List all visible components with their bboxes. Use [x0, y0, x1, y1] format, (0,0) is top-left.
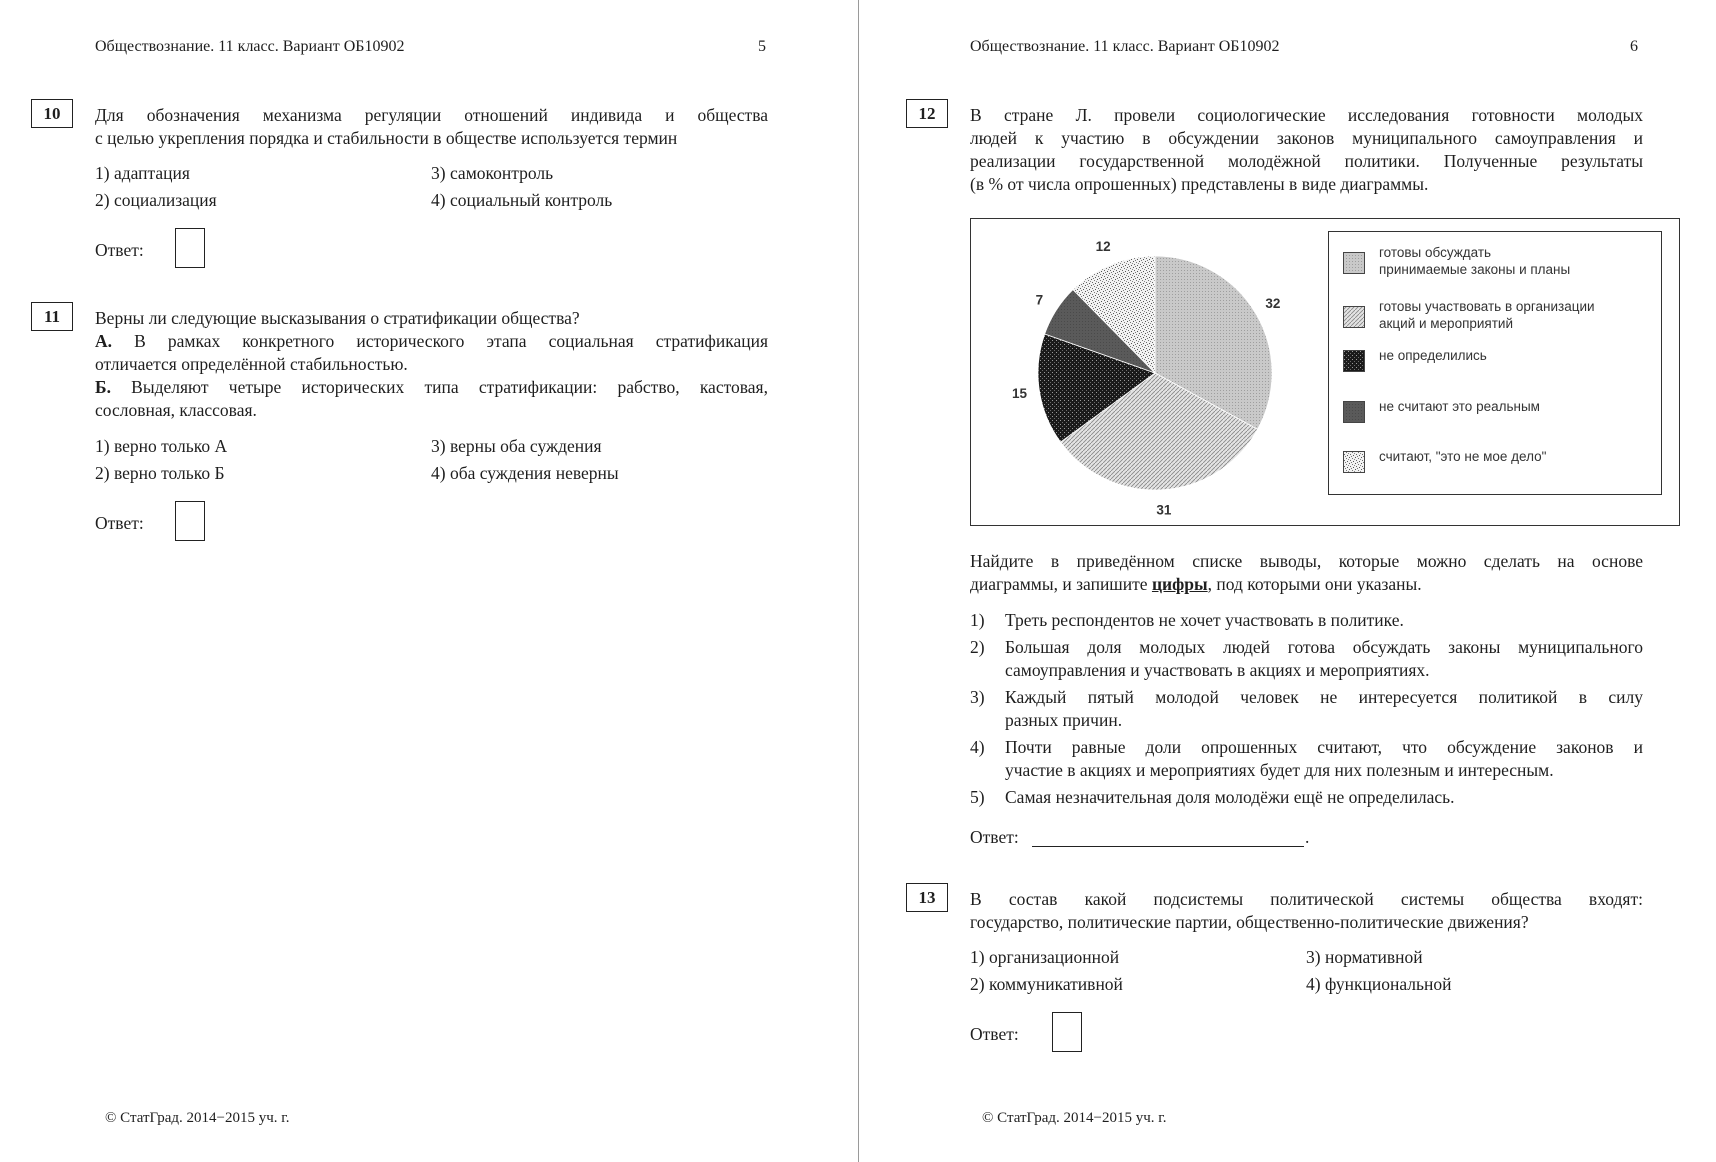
question-12-intro-line1: В стране Л. провели социологические исследования готовности молодых [970, 105, 1643, 125]
pie-slice-value-label: 31 [1156, 502, 1172, 518]
legend-swatch-light-gray [1343, 252, 1365, 274]
question-12-answer-label: Ответ: [970, 827, 1019, 847]
legend-label-line1: готовы обсуждать [1379, 245, 1492, 260]
statement-b-label: Б. [95, 377, 111, 397]
question-13-text-line1: В состав какой подсистемы политической системы общества входят: [970, 889, 1643, 909]
question-12-item-3-number: 3) [970, 687, 985, 707]
question-12-item-1-number: 1) [970, 610, 985, 630]
question-11-option-3[interactable]: 3) верны оба суждения [431, 436, 602, 456]
question-12-intro-line2: людей к участию в обсуждении законов муниципального самоуправления и [970, 128, 1643, 148]
question-12-item-1-text: Треть респондентов не хочет участвовать в политике. [1005, 610, 1404, 630]
question-11-text: Верны ли следующие высказывания о стратификации общества? [95, 308, 580, 328]
question-11-option-4[interactable]: 4) оба суждения неверны [431, 463, 619, 483]
pie-slice-value-label: 15 [1011, 385, 1028, 401]
right-page-number: 6 [1630, 38, 1638, 55]
question-10-option-3[interactable]: 3) самоконтроль [431, 163, 554, 183]
question-13-option-4[interactable]: 4) функциональной [1306, 974, 1452, 994]
legend-label-line2: акций и мероприятий [1379, 316, 1514, 331]
left-header-title: Обществознание. 11 класс. Вариант ОБ10902 [95, 38, 405, 55]
question-12-item-2-text-line1: Большая доля молодых людей готова обсуждать законы муниципального [1005, 637, 1643, 657]
question-10-answer-box[interactable] [175, 228, 205, 268]
question-12-item-4-number: 4) [970, 737, 985, 757]
question-12-item-3-text-line2: разных причин. [1005, 710, 1123, 730]
task-text-emphasis: цифры [1151, 574, 1208, 594]
pie-chart-figure [970, 218, 1680, 526]
question-12-task-line2 [970, 573, 1422, 596]
question-13-answer-label: Ответ: [970, 1024, 1019, 1044]
left-footer: © СтатГрад. 2014−2015 уч. г. [105, 1110, 290, 1126]
legend-swatch-dark-gray [1343, 401, 1365, 423]
pie-slice-value-label: 32 [1265, 296, 1281, 312]
question-12-item-4-text-line2: участие в акциях и мероприятиях будет для них полезным и интересным. [1005, 760, 1554, 780]
statement-a-label: А. [95, 331, 113, 351]
legend-swatch-dark-dotted [1343, 350, 1365, 372]
question-11-option-1[interactable]: 1) верно только А [95, 436, 228, 456]
question-12-item-3-text-line1: Каждый пятый молодой человек не интересуется политикой в силу [1005, 687, 1643, 707]
question-11-statement-a-line1 [95, 330, 768, 353]
legend-label: считают, "это не мое дело" [1379, 449, 1547, 464]
question-11-answer-label: Ответ: [95, 513, 144, 533]
legend-label-line1: готовы участвовать в организации [1379, 299, 1595, 314]
chart-legend [1328, 231, 1662, 495]
task-text-pre: диаграммы, и запишите [970, 574, 1152, 594]
question-12-item-5-text: Самая незначительная доля молодёжи ещё не определилась. [1005, 787, 1455, 807]
legend-swatch-speckled [1343, 451, 1365, 473]
question-11-statement-b-line1 [95, 376, 768, 399]
question-12-item-4-text-line1: Почти равные доли опрошенных считают, что обсуждение законов и [1005, 737, 1643, 757]
question-12-item-2-number: 2) [970, 637, 985, 657]
question-12-task-line1: Найдите в приведённом списке выводы, которые можно сделать на основе [970, 551, 1643, 571]
question-13-option-2[interactable]: 2) коммуникативной [970, 974, 1123, 994]
question-10-option-4[interactable]: 4) социальный контроль [431, 190, 613, 210]
question-10-option-2[interactable]: 2) социализация [95, 190, 217, 210]
question-12-number: 12 [906, 99, 948, 128]
question-12-intro-line3: реализации государственной молодёжной политики. Полученные результаты [970, 151, 1643, 171]
question-13-number: 13 [906, 883, 948, 912]
question-10-text-line1: Для обозначения механизма регуляции отношений индивида и общества [95, 105, 768, 125]
question-11-answer-box[interactable] [175, 501, 205, 541]
question-11-option-2[interactable]: 2) верно только Б [95, 463, 225, 483]
right-footer: © СтатГрад. 2014−2015 уч. г. [982, 1110, 1167, 1126]
question-13-text-line2: государство, политические партии, общественно-политические движения? [970, 912, 1529, 932]
question-13-answer-box[interactable] [1052, 1012, 1082, 1052]
question-12-answer-field[interactable] [1032, 846, 1304, 847]
question-12-answer-end: . [1305, 827, 1310, 847]
statement-a-text: В рамках конкретного исторического этапа социальная стратификация [112, 331, 768, 351]
question-13-option-1[interactable]: 1) организационной [970, 947, 1120, 967]
left-page-number: 5 [758, 38, 766, 55]
pie-slice-value-label: 12 [1095, 239, 1111, 255]
question-13-option-3[interactable]: 3) нормативной [1306, 947, 1423, 967]
question-11-statement-a-line2: отличается определённой стабильностью. [95, 354, 408, 374]
question-12-item-2-text-line2: самоуправления и участвовать в акциях и мероприятиях. [1005, 660, 1430, 680]
legend-swatch-hatched [1343, 306, 1365, 328]
question-11-number: 11 [31, 302, 73, 331]
page-divider [858, 0, 859, 1162]
legend-label: не определились [1379, 348, 1487, 363]
question-12-item-5-number: 5) [970, 787, 985, 807]
question-10-answer-label: Ответ: [95, 240, 144, 260]
pie-slice-value-label: 7 [1035, 292, 1044, 308]
question-12-intro-line4: (в % от числа опрошенных) представлены в виде диаграммы. [970, 174, 1429, 194]
question-11-statement-b-line2: сословная, классовая. [95, 400, 257, 420]
question-10-text-line2: с целью укрепления порядка и стабильности в обществе используется термин [95, 128, 678, 148]
task-text-post: , под которыми они указаны. [1207, 574, 1422, 594]
question-10-option-1[interactable]: 1) адаптация [95, 163, 190, 183]
legend-label-line2: принимаемые законы и планы [1379, 262, 1571, 277]
right-header-title: Обществознание. 11 класс. Вариант ОБ10902 [970, 38, 1280, 55]
question-10-number: 10 [31, 99, 73, 128]
statement-b-text: Выделяют четыре исторических типа стратификации: рабство, кастовая, [110, 377, 768, 397]
legend-label: не считают это реальным [1379, 399, 1540, 414]
